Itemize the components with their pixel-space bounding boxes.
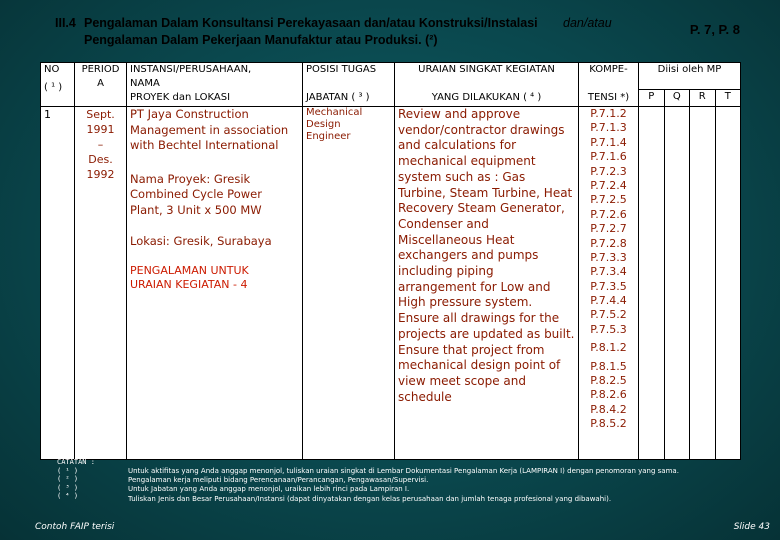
kompetensi-item: P.8.5.2 <box>590 417 627 431</box>
slide-number: Slide 43 <box>733 522 770 532</box>
periode-line: 1991 <box>86 123 115 136</box>
periode-line: Des. <box>88 153 113 166</box>
col-kompetensi-label-1: KOMPE- <box>589 64 628 75</box>
page-reference: P. 7, P. 8 <box>689 22 740 37</box>
col-periode-header <box>75 63 127 107</box>
note-line: Untuk Jabatan yang Anda anggap menonjol, uraikan lebih rinci pada Lampiran I. <box>128 485 410 494</box>
note-marker: ( ¹ ) <box>57 466 79 475</box>
col-uraian-label-2: YANG DILAKUKAN ( ⁴ ) <box>431 92 542 103</box>
kompetensi-item: P.7.1.6 <box>590 150 627 164</box>
col-instansi-label-2: NAMA <box>130 78 160 89</box>
mp-sub-q: Q <box>664 90 690 106</box>
note-line: Untuk aktifitas yang Anda anggap menonjol, tuliskan uraian singkat di Lembar Dokumentasi Pengalaman Kerja (LAMPIRAN I) dengan penomoran yang sama. <box>128 467 679 475</box>
periode-line: Sept. <box>86 108 115 121</box>
mp-sub-cells <box>639 107 740 459</box>
col-mp-label: Diisi oleh MP <box>639 63 740 90</box>
col-no-header <box>41 63 75 107</box>
note-line: Tuliskan Jenis dan Besar Perusahaan/Instansi (dapat dinyatakan dengan kelas perusahaan dan jumlah tenaga profesional yang dibawahi). <box>128 494 612 503</box>
table-row <box>41 107 741 460</box>
mp-sub-columns <box>639 90 740 106</box>
kompetensi-item: P.8.2.6 <box>590 388 627 402</box>
kompetensi-item: P.8.4.2 <box>590 402 627 416</box>
kompetensi-item: P.7.2.3 <box>590 164 627 178</box>
table-header-row-1 <box>41 63 741 107</box>
row-instansi <box>127 107 303 460</box>
kompetensi-item: P.8.1.5 <box>590 359 627 373</box>
instansi-company: PT Jaya Construction Management in association with Bechtel International <box>130 107 289 152</box>
kompetensi-item: P.7.2.6 <box>590 207 627 221</box>
header <box>0 0 780 60</box>
mp-cell-t <box>715 107 741 459</box>
col-instansi-label-1: INSTANSI/PERUSAHAAN, <box>130 64 252 75</box>
experience-table <box>40 62 741 460</box>
col-posisi-label-2: JABATAN ( ³ ) <box>306 92 370 103</box>
kompetensi-item: P.7.1.2 <box>590 107 627 120</box>
instansi-location: Lokasi: Gresik, Surabaya <box>130 234 272 248</box>
kompetensi-item: P.7.2.5 <box>590 193 627 207</box>
row-no: 1 <box>41 107 75 460</box>
kompetensi-item: P.7.1.3 <box>590 121 627 135</box>
note-marker: ( ³ ) <box>57 483 79 492</box>
row-periode <box>75 107 127 460</box>
mp-sub-r: R <box>689 90 715 106</box>
kompetensi-item: P.8.1.2 <box>590 341 627 355</box>
col-instansi-header <box>127 63 303 107</box>
section-title-line1: Pengalaman Dalam Konsultansi Perekayasaan dan/atau Konstruksi/Instalasi <box>84 16 538 30</box>
row-mp <box>639 107 741 460</box>
mp-sub-p: P <box>648 91 655 102</box>
col-uraian-header <box>395 63 579 107</box>
kompetensi-item: P.7.2.8 <box>590 236 627 250</box>
kompetensi-item: P.7.3.4 <box>590 265 627 279</box>
col-mp-header <box>639 63 741 107</box>
periode-line: 1992 <box>86 168 115 181</box>
note-marker: ( ⁴ ) <box>57 492 79 501</box>
kompetensi-item: P.8.2.5 <box>590 374 627 388</box>
col-instansi-label-3: PROYEK dan LOKASI <box>130 92 231 103</box>
instansi-note: PENGALAMAN UNTUK URAIAN KEGIATAN - 4 <box>130 263 249 291</box>
col-kompetensi-header <box>579 63 639 107</box>
kompetensi-item: P.7.3.3 <box>590 250 627 264</box>
kompetensi-item: P.7.2.4 <box>590 178 627 192</box>
notes-label: CATATAN : <box>57 458 95 466</box>
col-uraian-label-1: URAIAN SINGKAT KEGIATAN <box>418 64 555 75</box>
kompetensi-list <box>579 107 638 432</box>
mp-cell-q <box>664 107 690 459</box>
col-no-ref: ( ¹ ) <box>44 82 63 93</box>
mp-cell-r <box>689 107 715 459</box>
section-title-line2: Pengalaman Dalam Pekerjaan Manufaktur atau Produksi. (²) <box>84 33 438 47</box>
footer-caption: Contoh FAIP terisi <box>35 522 115 532</box>
mp-cell-p <box>639 107 664 459</box>
row-kompetensi <box>579 107 639 460</box>
section-number: III.4 <box>55 16 76 30</box>
mp-sub-t: T <box>715 90 741 106</box>
section-title-italic: dan/atau <box>563 16 612 30</box>
col-no-label: NO <box>44 64 60 75</box>
col-periode-label: PERIOD <box>81 64 120 75</box>
col-posisi-label-1: POSISI TUGAS <box>306 64 377 75</box>
kompetensi-item: P.7.2.7 <box>590 222 627 236</box>
notes-section <box>0 458 780 518</box>
notes-lines <box>128 467 679 504</box>
row-posisi: Mechanical Design Engineer <box>303 107 395 460</box>
kompetensi-item: P.7.5.2 <box>590 308 627 322</box>
note-line: Pengalaman kerja meliputi bidang Perencanaan/Perancangan, Pengawasan/Supervisi. <box>128 476 429 485</box>
col-kompetensi-label-2: TENSI *) <box>587 92 630 103</box>
kompetensi-item: P.7.3.5 <box>590 279 627 293</box>
note-marker: ( ² ) <box>57 475 79 484</box>
row-uraian: Review and approve vendor/contractor drawings and calculations for mechanical equipment system such as : Gas Turbine, Steam Turbine, Heat Recovery Steam Generator, Condenser and Miscellaneous Heat exchangers and pumps including piping arrangement for Low and High pressure system. Ensure all drawings for the projects are updated as built. Ensure that project from mechanical design point of view meet scope and schedule <box>395 107 579 460</box>
kompetensi-item: P.7.1.4 <box>590 135 627 149</box>
periode-line: – <box>97 138 104 151</box>
col-posisi-header <box>303 63 395 107</box>
col-periode-label-2: A <box>97 78 104 89</box>
kompetensi-item: P.7.5.3 <box>590 322 627 336</box>
instansi-project: Nama Proyek: Gresik Combined Cycle Power Plant, 3 Unit x 500 MW <box>130 171 262 217</box>
notes-markers <box>57 458 95 501</box>
kompetensi-item: P.7.4.4 <box>590 294 627 308</box>
